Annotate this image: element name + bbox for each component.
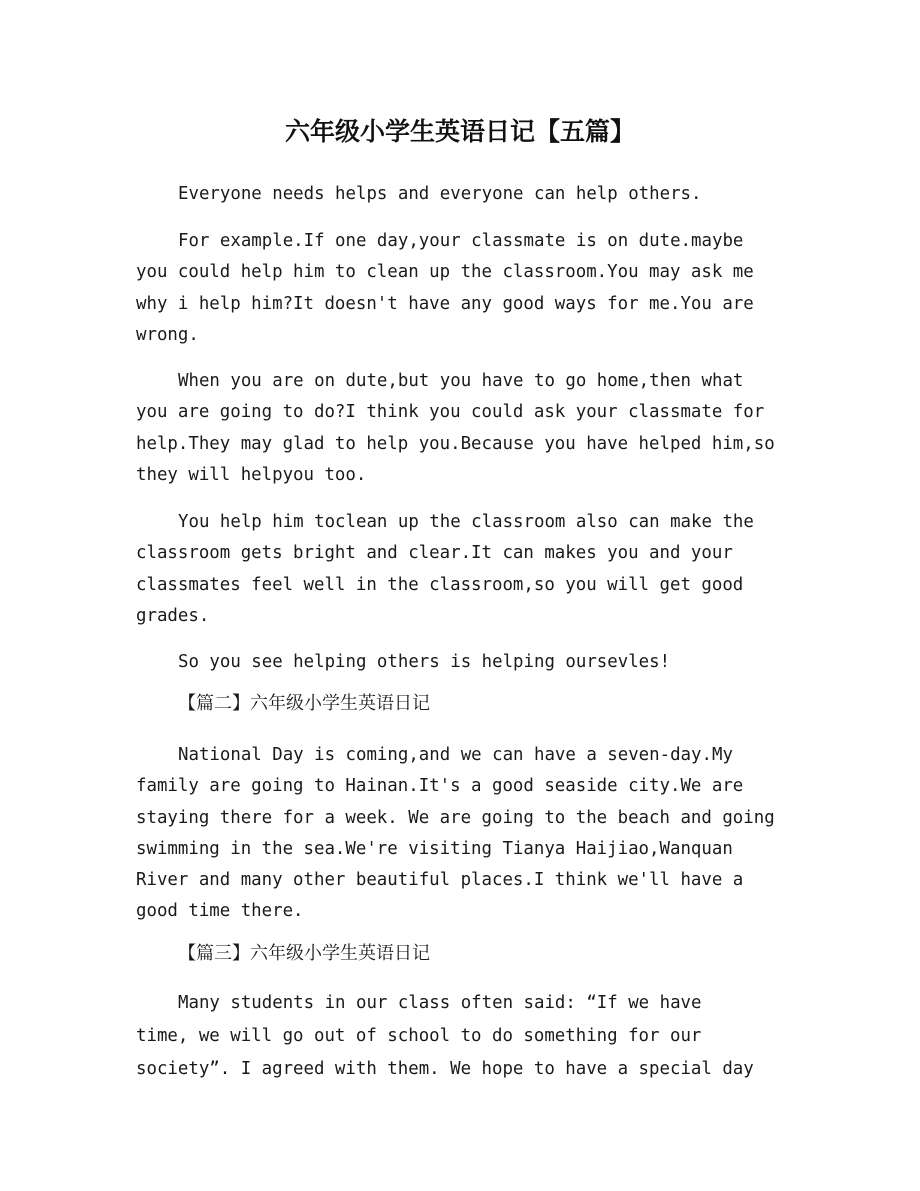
paragraph-6-line-4: swimming in the sea.We're visiting Tianya Haijiao,Wanquan xyxy=(136,838,733,859)
paragraph-5 xyxy=(136,647,786,678)
section-heading-3: 【篇三】六年级小学生英语日记 xyxy=(178,943,430,964)
paragraph-3-line-2: you are going to do?I think you could ask your classmate for xyxy=(136,402,765,423)
paragraph-6 xyxy=(136,740,786,928)
document-title: 六年级小学生英语日记【五篇】 xyxy=(284,117,635,146)
paragraph-6-line-5: River and many other beautiful places.I think we'll have a xyxy=(136,870,744,891)
paragraph-7-line-1: Many students in our class often said: “If we have xyxy=(178,993,702,1013)
paragraph-7-line-3: society”. I agreed with them. We hope to have a special day xyxy=(136,1059,754,1079)
paragraph-4-line-4: grades. xyxy=(136,605,210,626)
paragraph-3-line-4: they will helpyou too. xyxy=(136,464,367,485)
paragraph-4 xyxy=(136,507,786,632)
section-heading-2: 【篇二】六年级小学生英语日记 xyxy=(178,693,430,714)
paragraph-4-line-2: classroom gets bright and clear.It can makes you and your xyxy=(136,543,733,564)
paragraph-7 xyxy=(136,987,786,1086)
paragraph-2 xyxy=(136,226,786,351)
paragraph-1-text: Everyone needs helps and everyone can help others. xyxy=(178,184,702,204)
paragraph-5-text: So you see helping others is helping oursevles! xyxy=(178,652,671,672)
paragraph-6-line-3: staying there for a week. We are going to the beach and going xyxy=(136,807,775,828)
paragraph-6-line-2: family are going to Hainan.It's a good seaside city.We are xyxy=(136,776,744,797)
paragraph-4-line-3: classmates feel well in the classroom,so you will get good xyxy=(136,574,744,595)
paragraph-2-line-4: wrong. xyxy=(136,324,199,345)
paragraph-6-line-1: National Day is coming,and we can have a seven-day.My xyxy=(178,745,733,765)
paragraph-1 xyxy=(136,179,786,210)
paragraph-2-line-2: you could help him to clean up the classroom.You may ask me xyxy=(136,262,754,283)
paragraph-4-line-1: You help him toclean up the classroom also can make the xyxy=(178,512,754,532)
paragraph-3-line-3: help.They may glad to help you.Because you have helped him,so xyxy=(136,433,775,454)
paragraph-2-line-3: why i help him?It doesn't have any good ways for me.You are xyxy=(136,293,754,314)
paragraph-7-line-2: time, we will go out of school to do something for our xyxy=(136,1026,702,1046)
paragraph-3 xyxy=(136,366,786,491)
paragraph-3-line-1: When you are on dute,but you have to go home,then what xyxy=(178,371,744,391)
paragraph-6-line-6: good time there. xyxy=(136,901,304,922)
paragraph-2-line-1: For example.If one day,your classmate is on dute.maybe xyxy=(178,231,744,251)
